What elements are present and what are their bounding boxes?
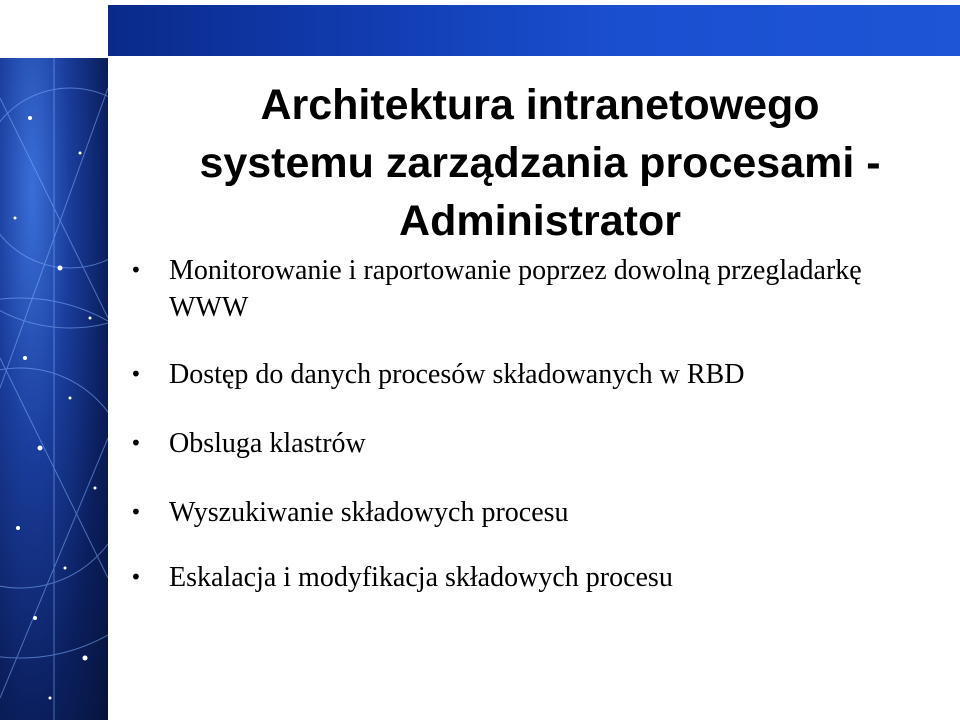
bullet-text: Dostęp do danych procesów składowanych w RBD — [169, 359, 745, 390]
bullet-marker: • — [130, 565, 142, 589]
bullet-item — [124, 425, 944, 462]
bullet-marker: • — [130, 431, 142, 455]
bullet-item — [124, 494, 944, 531]
title-line-1: Architektura intranetowego — [260, 81, 820, 129]
star-map-graphic — [0, 58, 108, 720]
bullet-text: Obsluga klastrów — [169, 428, 366, 459]
bullet-marker: • — [130, 500, 142, 524]
top-decorative-band — [108, 5, 960, 56]
bullet-marker: • — [130, 258, 142, 282]
bullet-text: Monitorowanie i raportowanie poprzez dowolną przegladarkę WWW — [169, 255, 862, 323]
bullet-item — [124, 252, 944, 326]
bullet-item — [124, 356, 944, 393]
title-line-2: systemu zarządzania procesami - — [199, 139, 881, 187]
side-decorative-star-map — [0, 58, 108, 720]
slide-title — [120, 76, 960, 250]
bullet-item — [124, 559, 944, 596]
title-line-3: Administrator — [399, 197, 681, 245]
bullet-text: Eskalacja i modyfikacja składowych procesu — [169, 562, 673, 593]
bullet-marker: • — [130, 362, 142, 386]
bullet-text: Wyszukiwanie składowych procesu — [169, 497, 569, 528]
bullet-list — [124, 252, 944, 596]
